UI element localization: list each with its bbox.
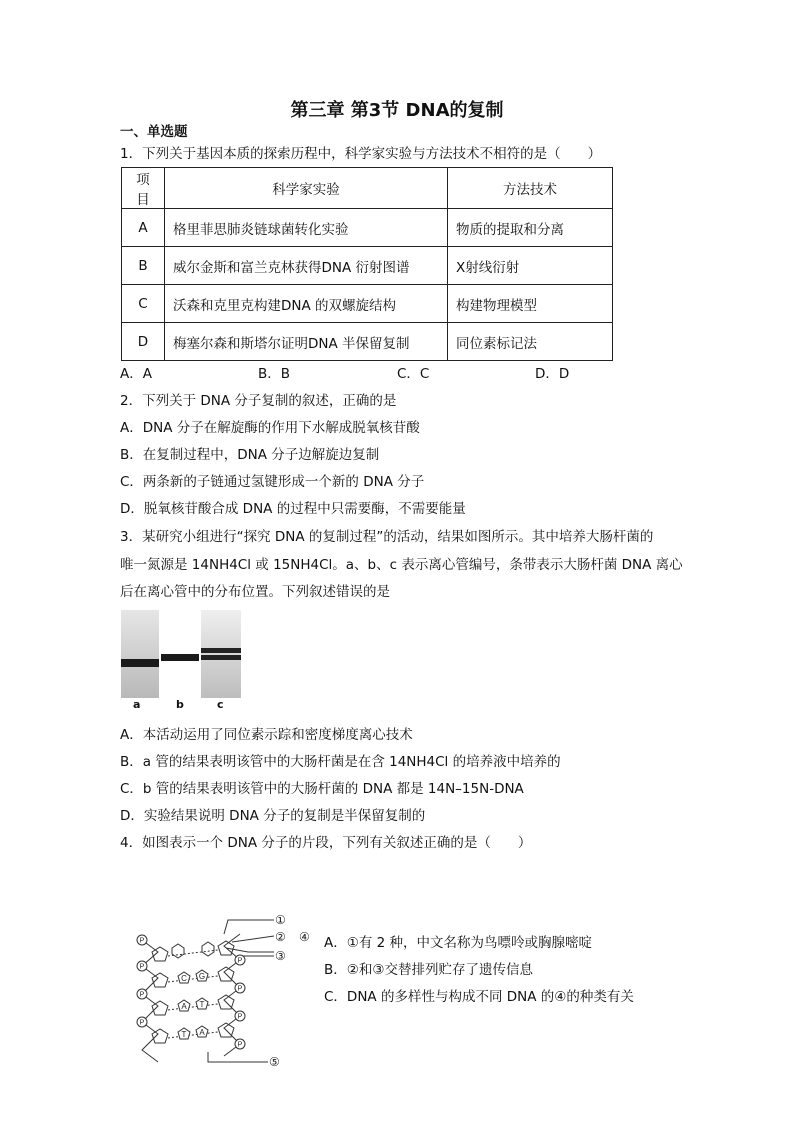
table-row <box>122 285 613 323</box>
q1-table <box>121 167 613 361</box>
callout-1: ① <box>275 913 286 927</box>
q2-option-a: A．DNA 分子在解旋酶的作用下水解成脱氧核苷酸 <box>120 420 420 436</box>
q3-option-b: B．a 管的结果表明该管中的大肠杆菌是在含 14NH4Cl 的培养液中培养的 <box>120 754 561 770</box>
dna-fragment-diagram <box>128 912 320 1072</box>
base-label: G <box>198 972 206 981</box>
table-cell: X射线衍射 <box>448 247 613 285</box>
q4-option-a: A．①有 2 种，中文名称为鸟嘌呤或胸腺嘧啶 <box>324 935 593 951</box>
q1-option-b: B．B <box>258 366 291 382</box>
table-cell: 沃森和克里克构建DNA 的双螺旋结构 <box>165 285 448 323</box>
q1-option-a: A．A <box>120 366 152 382</box>
q2-option-c: C．两条新的子链通过氢键形成一个新的 DNA 分子 <box>120 474 425 490</box>
phosphate-groups <box>137 935 245 1049</box>
phosphate-label: P <box>139 937 145 945</box>
table-header-cell: 项目 <box>122 168 165 209</box>
phosphate-label: P <box>237 985 243 993</box>
q4-option-c: C．DNA 的多样性与构成不同 DNA 的④的种类有关 <box>324 989 634 1005</box>
table-row <box>122 209 613 247</box>
table-header-cell: 科学家实验 <box>165 168 448 209</box>
tube-c <box>201 610 241 698</box>
q3-stem-line-3: 后在离心管中的分布位置。下列叙述错误的是 <box>120 584 390 600</box>
phosphate-label: P <box>237 1013 243 1021</box>
q4-option-b: B．②和③交替排列贮存了遗传信息 <box>324 962 533 978</box>
tube-label-c: c <box>217 698 224 711</box>
phosphate-label: P <box>139 963 145 971</box>
phosphate-label: P <box>237 957 243 965</box>
q4-stem: 4．如图表示一个 DNA 分子的片段，下列有关叙述正确的是（ ） <box>120 835 532 851</box>
table-cell: A <box>122 209 165 247</box>
base-label: T <box>181 1030 187 1039</box>
tube-c-band-upper <box>201 648 241 653</box>
base-label: A <box>199 1028 205 1037</box>
table-cell: 梅塞尔森和斯塔尔证明DNA 半保留复制 <box>165 323 448 361</box>
tube-label-a: a <box>133 698 141 711</box>
q2-option-d: D．脱氧核苷酸合成 DNA 的过程中只需要酶，不需要能量 <box>120 501 466 517</box>
phosphate-label: P <box>139 991 145 999</box>
table-cell: B <box>122 247 165 285</box>
callout-5: ⑤ <box>269 1055 280 1069</box>
tube-label-b: b <box>176 698 184 711</box>
tube-label-row <box>121 698 241 712</box>
q2-option-b: B．在复制过程中，DNA 分子边解旋边复制 <box>120 447 380 463</box>
q3-option-c: C．b 管的结果表明该管中的大肠杆菌的 DNA 都是 14N–15N-DNA <box>120 781 524 797</box>
callout-2: ② <box>275 930 286 944</box>
table-cell: 构建物理模型 <box>448 285 613 323</box>
tube-b-band <box>161 654 199 661</box>
centrifuge-tubes-photo <box>121 610 241 698</box>
callout-4: ④ <box>299 930 310 944</box>
table-header-cell: 方法技术 <box>448 168 613 209</box>
q3-option-d: D．实验结果说明 DNA 分子的复制是半保留复制的 <box>120 808 426 824</box>
table-cell: 格里菲思肺炎链球菌转化实验 <box>165 209 448 247</box>
page-title: 第三章 第3节 DNA的复制 <box>290 100 504 121</box>
base-label: T <box>199 1000 205 1009</box>
table-cell: 物质的提取和分离 <box>448 209 613 247</box>
q2-stem: 2．下列关于 DNA 分子复制的叙述，正确的是 <box>120 393 397 409</box>
table-header-row <box>122 168 613 209</box>
phosphate-label: P <box>237 1041 243 1049</box>
table-cell: 同位素标记法 <box>448 323 613 361</box>
q3-option-a: A．本活动运用了同位素示踪和密度梯度离心技术 <box>120 727 413 743</box>
q1-option-c: C．C <box>397 366 430 382</box>
table-row <box>122 247 613 285</box>
section-heading: 一、单选题 <box>120 124 188 140</box>
tube-a-band <box>121 659 159 667</box>
table-cell: 威尔金斯和富兰克林获得DNA 衍射图谱 <box>165 247 448 285</box>
table-cell: C <box>122 285 165 323</box>
q3-stem-line-1: 3．某研究小组进行“探究 DNA 的复制过程”的活动，结果如图所示。其中培养大肠杆菌的 <box>120 529 654 545</box>
table-row <box>122 323 613 361</box>
tube-c-band-lower <box>201 655 241 660</box>
q1-stem: 1．下列关于基因本质的探索历程中，科学家实验与方法技术不相符的是（ ） <box>120 146 602 162</box>
base-label: A <box>181 1002 187 1011</box>
tube-a <box>121 610 159 698</box>
q3-stem-line-2: 唯一氮源是 14NH4Cl 或 15NH4Cl。a、b、c 表示离心管编号，条带表示大肠杆菌 DNA 离心 <box>120 557 683 573</box>
base-label: C <box>181 974 187 983</box>
callout-3: ③ <box>275 949 286 963</box>
phosphate-label: P <box>139 1019 145 1027</box>
q1-option-d: D．D <box>535 366 570 382</box>
table-cell: D <box>122 323 165 361</box>
